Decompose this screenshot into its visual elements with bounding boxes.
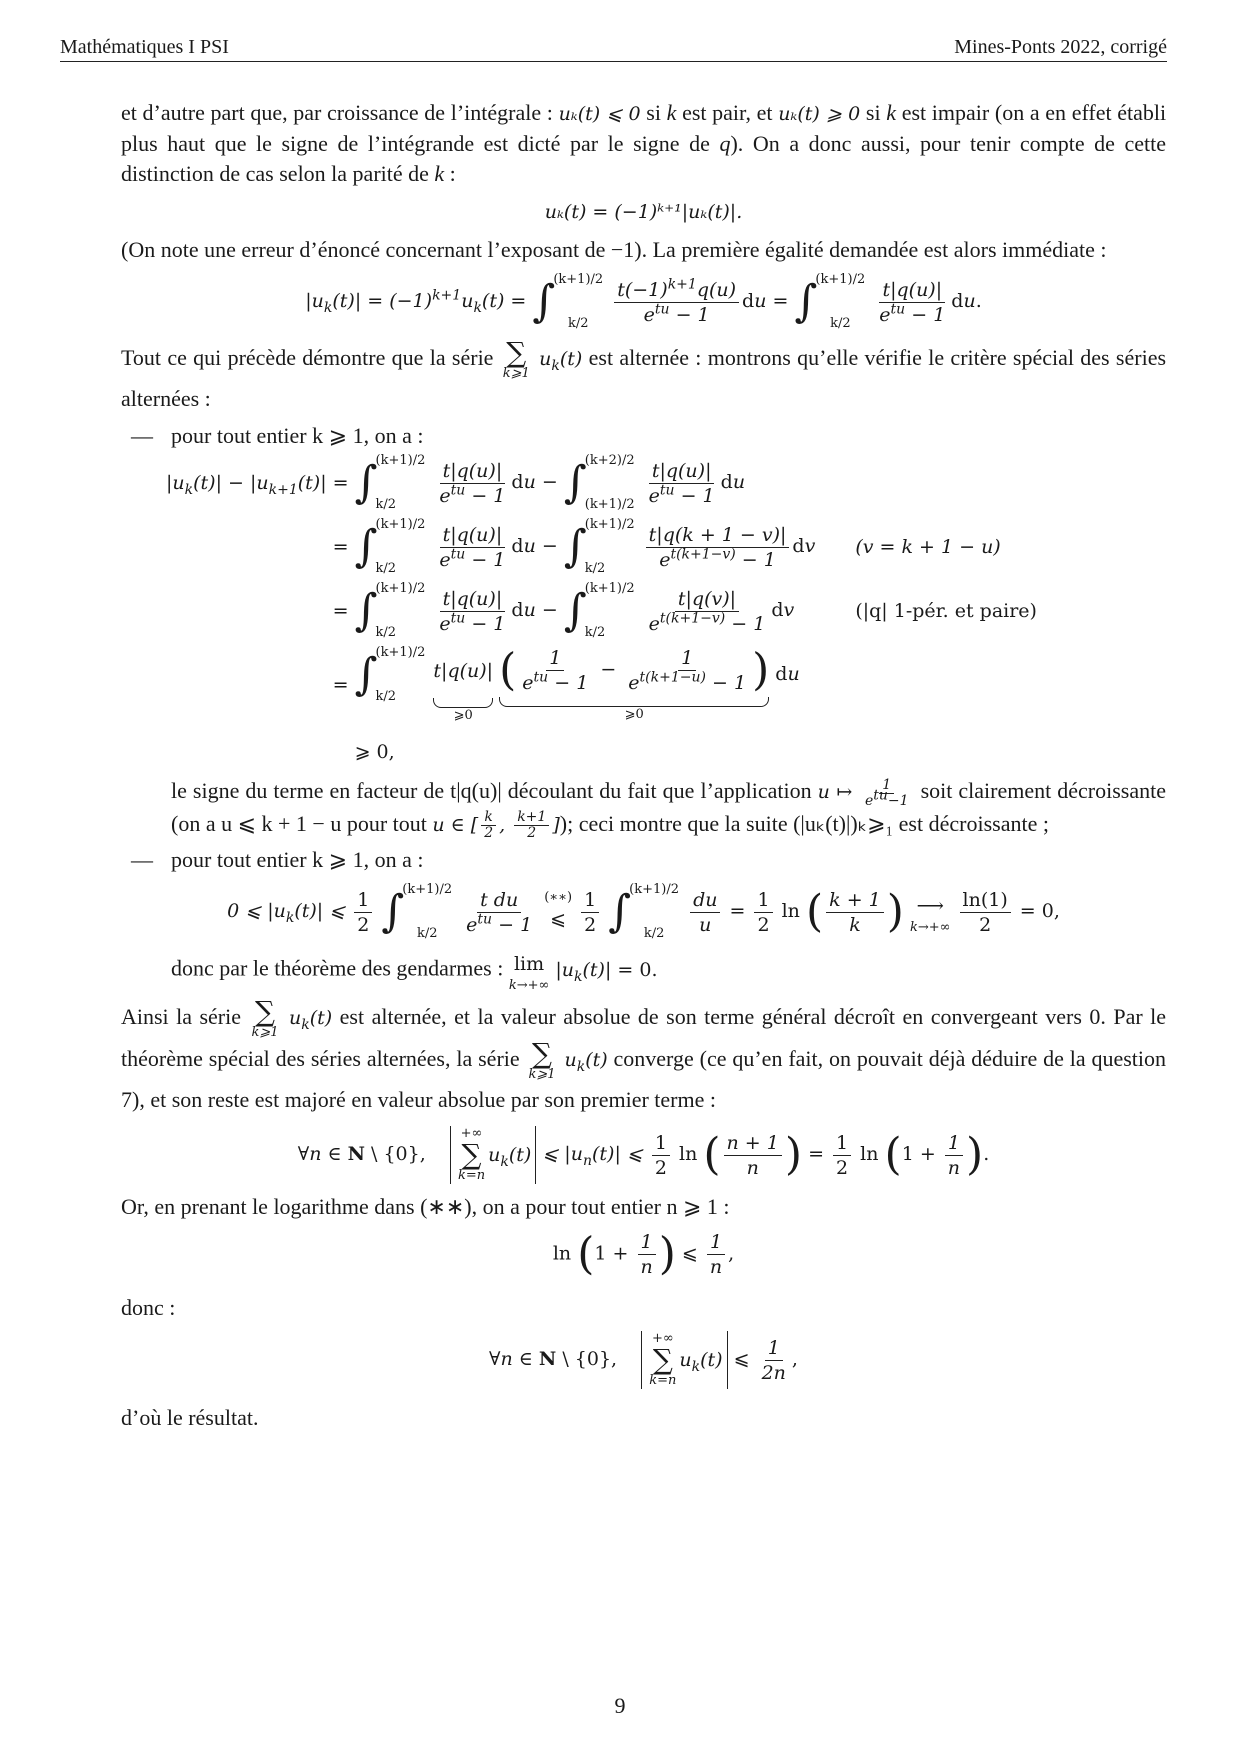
paragraph-decreasing-justification: le signe du terme en facteur de t|q(u)| découlant du fait que l’application u ↦ $\frac{1}{e^{tu}-1}$ soit clairement décroissante (on a u ⩽ k + 1 − u pour tout u ∈ [ $\frac{k}{2}$ , $\frac{k+1}{2}$ ]); ceci montre que la suite (|uₖ(t)|)ₖ⩾₁ est décroissante ; [171,776,1166,841]
equation-log-bound: ln (1 + $\frac{1}{n}$ ) ⩽ $\frac{1}{n}$ , [552,1228,735,1280]
list-dash: — [131,423,153,448]
equation-sign: uₖ(t) = (−1)ᵏ⁺¹|uₖ(t)|. [544,201,743,223]
paragraph-erratum: (On note une erreur d’énoncé concernant l’exposant de −1). La première égalité demandée est alors immédiate : [121,237,1107,262]
header-course: Mathématiques I PSI [60,36,229,58]
equation-final: ∀n ∈ N \ {0}, +∞ ∑ k=n $u_k(t)$ ⩽ $\frac{1}{2n}$ , [489,1331,798,1388]
align-decreasing: $|u_k(t)| - |u_{k+1}(t)|$ = ∫ (k+1)/2 k/2 $\frac{t|q(u)|}{e^{tu} - 1}$ du − ∫ (k+2)/2 (k+1)/2 $\frac{t|q(u)|}{e^{tu} - 1}$ du = ∫ (k+1)/2 k/2 $\frac{t|q(u)|}{e^{tu} - 1}$ du − ∫ (k+1)/2 k/2 $\frac{t|q(k + 1 - v)|}{e^{t(k+1-v)} - 1}$ dv (v = k + 1 − u) = ∫ (k+1)/2 k/2 $\frac{t|q(u)|}{e^{tu} - 1}$ du − ∫ (k+1)/2 k/2 $\frac{t|q(v)|}{e^{t(k+1-v)} - 1}$ dv (|q| 1-pér. et paire) = ∫ (k+1)/2 k/2 t|q(u)| ⩾0 ( $\frac{1}{e^{tu} - 1}$ − $\frac{1}{e^{t(k+1-u)} - 1}$ ) ⩾0 du ⩾ 0, [166,453,1037,763]
paragraph-sign: et d’autre part que, par croissance de l’intégrale : uₖ(t) ⩽ 0 si k est pair, et uₖ(t) ⩾ 0 si k est impair (on a en effet établi plus haut que le signe de l’intégrande est dicté par le signe de q). On a donc aussi, pour tenir compte de cette distinction de cas selon la parité de k : [121,100,1167,186]
list-item-decreasing: — pour tout entier k ⩾ 1, on a : [121,421,1166,451]
page-body [121,98,1166,1433]
page-number: 9 [614,1693,626,1718]
equation-squeeze: 0 ⩽ $|u_k(t)|$ ⩽ $\frac{1}{2}$ ∫ (k+1)/2 k/2 $\frac{\text{t du}}{e^{tu} - 1}$ (∗∗) ⩽ $\frac{1}{2}$ ∫ (k+1)/2 k/2 $\frac{du}{u}$ = $\frac{1}{2}$ ln ( $\frac{k + 1}{k}$ ) ⟶ k→+∞ $\frac{\ln(1)}{2}$ = 0, [227,882,1060,941]
list-item-limit: — pour tout entier k ⩾ 1, on a : [121,845,1166,875]
header-exam: Mines-Ponts 2022, corrigé [954,36,1167,58]
paragraph-alternating: Tout ce qui précède démontre que la série ∑ k⩾1 $u_k(t)$ est alternée : montrons qu’elle vérifie le critère spécial des séries alternées : [121,336,1167,411]
paragraph-squeeze: donc par le théorème des gendarmes : lim k→+∞ $|u_k(t)| = 0$. [171,953,658,993]
paragraph-donc: donc : [121,1295,176,1320]
equation-remainder: ∀n ∈ N \ {0}, +∞ ∑ k=n $u_k(t)$ ⩽ $|u_n(t)|$ ⩽ $\frac{1}{2}$ ln ( $\frac{n + 1}{n}$ ) = $\frac{1}{2}$ ln (1 + $\frac{1}{n}$ ). [297,1126,990,1183]
list-dash: — [131,847,153,872]
paragraph-result: d’où le résultat. [121,1405,259,1430]
paragraph-log: Or, en prenant le logarithme dans (∗∗), on a pour tout entier n ⩾ 1 : [121,1194,730,1219]
running-header [60,26,1167,62]
paragraph-conclusion: Ainsi la série ∑ k⩾1 $u_k(t)$ est alternée, et la valeur absolue de son terme général décroît en convergeant vers 0. Par le théorème spécial des séries alternées, la série ∑ k⩾1 $u_k(t)$ converge (ce qu’en fait, on pouvait déjà déduire de la question 7), et son reste est majoré en valeur absolue par son premier terme : [121,995,1167,1112]
equation-abs-uk: $|u_k(t)| = (-1)^{k+1}u_k(t)$ = ∫ (k+1)/2 k/2 $\frac{t(-1)^{k+1}q(u)}{e^{tu} - 1}$ du = ∫ (k+1)/2 k/2 $\frac{t|q(u)|}{e^{tu} - 1}$ du. [305,272,982,331]
